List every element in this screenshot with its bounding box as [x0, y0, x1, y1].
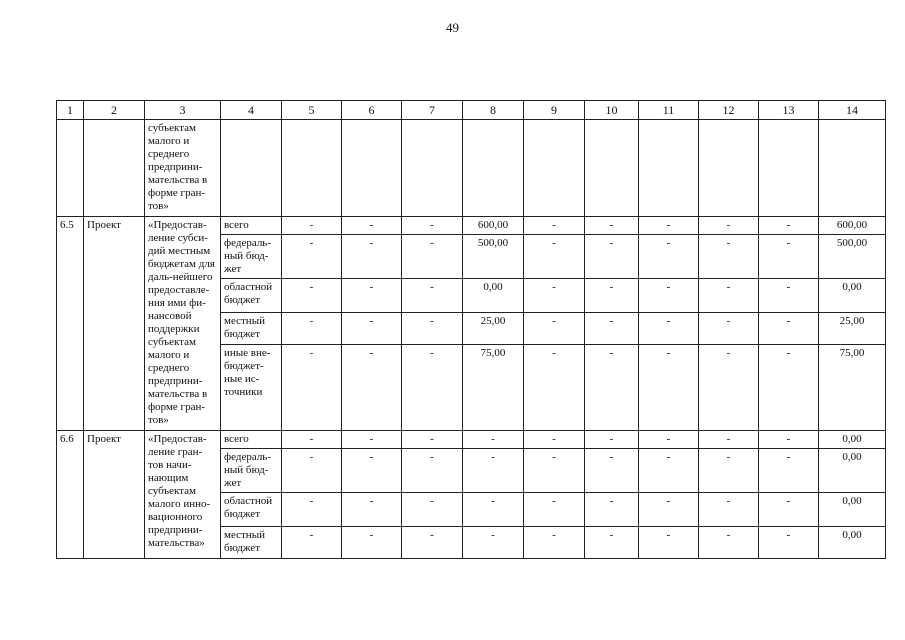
value-cell: - — [699, 449, 759, 493]
value-cell: - — [585, 279, 639, 313]
value-cell: - — [342, 431, 402, 449]
value-cell: - — [282, 527, 342, 559]
table-row — [57, 120, 886, 217]
value-cell: - — [282, 279, 342, 313]
total-cell: 0,00 — [819, 279, 886, 313]
value-cell: - — [585, 527, 639, 559]
value-cell: - — [524, 431, 585, 449]
value-cell: - — [585, 493, 639, 527]
empty-cell — [84, 120, 145, 217]
column-header: 12 — [699, 101, 759, 120]
column-header: 11 — [639, 101, 699, 120]
value-cell: - — [463, 431, 524, 449]
value-cell: - — [282, 431, 342, 449]
value-cell: - — [639, 493, 699, 527]
value-cell: - — [524, 235, 585, 279]
column-header: 10 — [585, 101, 639, 120]
total-cell: 600,00 — [819, 217, 886, 235]
column-header: 6 — [342, 101, 402, 120]
table-row — [57, 217, 886, 235]
value-cell: - — [699, 279, 759, 313]
value-cell: - — [699, 527, 759, 559]
value-cell: - — [639, 279, 699, 313]
total-cell: 75,00 — [819, 345, 886, 431]
empty-cell — [282, 120, 342, 217]
empty-cell — [342, 120, 402, 217]
description-cell: «Предостав-ление субси-дий местным бюджетам для даль-нейшего предоставле-ния ими фи-нансовой поддержки субъектам малого и среднего предприни-мательства в форме гран-тов» — [145, 217, 221, 431]
value-cell: - — [524, 345, 585, 431]
value-cell: - — [463, 527, 524, 559]
column-header: 3 — [145, 101, 221, 120]
value-cell: - — [342, 235, 402, 279]
value-cell: - — [585, 235, 639, 279]
value-cell: - — [524, 493, 585, 527]
value-cell: - — [282, 449, 342, 493]
empty-cell — [759, 120, 819, 217]
page-number: 49 — [446, 20, 459, 35]
value-cell: - — [699, 217, 759, 235]
value-cell: - — [282, 493, 342, 527]
value-cell: - — [342, 345, 402, 431]
value-cell: - — [699, 493, 759, 527]
item-number: 6.5 — [57, 217, 84, 431]
value-cell: - — [282, 235, 342, 279]
empty-cell — [699, 120, 759, 217]
value-cell: 25,00 — [463, 313, 524, 345]
empty-cell — [639, 120, 699, 217]
item-number: 6.6 — [57, 431, 84, 559]
value-cell: - — [342, 493, 402, 527]
total-cell: 0,00 — [819, 431, 886, 449]
value-cell: - — [402, 493, 463, 527]
empty-cell — [57, 120, 84, 217]
column-header: 13 — [759, 101, 819, 120]
item-type: Проект — [84, 431, 145, 559]
value-cell: - — [759, 527, 819, 559]
value-cell: - — [524, 449, 585, 493]
value-cell: - — [402, 431, 463, 449]
value-cell: - — [342, 449, 402, 493]
value-cell: - — [342, 217, 402, 235]
value-cell: - — [759, 493, 819, 527]
value-cell: - — [699, 431, 759, 449]
value-cell: - — [639, 449, 699, 493]
total-cell: 25,00 — [819, 313, 886, 345]
value-cell: - — [342, 279, 402, 313]
funding-source: местный бюджет — [221, 527, 282, 559]
value-cell: - — [759, 313, 819, 345]
funding-source: областной бюджет — [221, 279, 282, 313]
value-cell: - — [402, 345, 463, 431]
value-cell: - — [699, 235, 759, 279]
value-cell: - — [639, 431, 699, 449]
column-header: 2 — [84, 101, 145, 120]
value-cell: - — [524, 217, 585, 235]
empty-cell — [524, 120, 585, 217]
total-cell: 0,00 — [819, 527, 886, 559]
value-cell: - — [463, 449, 524, 493]
column-header: 4 — [221, 101, 282, 120]
funding-source: областной бюджет — [221, 493, 282, 527]
value-cell: - — [524, 527, 585, 559]
funding-source: федераль-ный бюд-жет — [221, 235, 282, 279]
value-cell: - — [282, 313, 342, 345]
value-cell: - — [585, 345, 639, 431]
value-cell: 600,00 — [463, 217, 524, 235]
funding-source: местный бюджет — [221, 313, 282, 345]
funding-source: федераль-ный бюд-жет — [221, 449, 282, 493]
value-cell: - — [639, 217, 699, 235]
value-cell: - — [402, 279, 463, 313]
value-cell: - — [759, 345, 819, 431]
item-type: Проект — [84, 217, 145, 431]
header-row — [57, 101, 886, 120]
value-cell: - — [639, 345, 699, 431]
table-row — [57, 431, 886, 449]
value-cell: - — [639, 313, 699, 345]
column-header: 5 — [282, 101, 342, 120]
empty-cell — [221, 120, 282, 217]
value-cell: - — [585, 431, 639, 449]
column-header: 8 — [463, 101, 524, 120]
value-cell: - — [524, 279, 585, 313]
value-cell: - — [282, 217, 342, 235]
funding-source: всего — [221, 217, 282, 235]
value-cell: - — [402, 217, 463, 235]
value-cell: - — [639, 235, 699, 279]
value-cell: 500,00 — [463, 235, 524, 279]
value-cell: - — [524, 313, 585, 345]
column-header: 14 — [819, 101, 886, 120]
value-cell: - — [759, 449, 819, 493]
value-cell: - — [342, 527, 402, 559]
value-cell: - — [639, 527, 699, 559]
value-cell: - — [759, 217, 819, 235]
value-cell: - — [699, 313, 759, 345]
empty-cell — [402, 120, 463, 217]
value-cell: - — [402, 235, 463, 279]
column-header: 1 — [57, 101, 84, 120]
value-cell: - — [759, 431, 819, 449]
value-cell: - — [463, 493, 524, 527]
total-cell: 0,00 — [819, 449, 886, 493]
value-cell: 0,00 — [463, 279, 524, 313]
total-cell: 0,00 — [819, 493, 886, 527]
budget-table — [56, 100, 886, 559]
value-cell: - — [585, 449, 639, 493]
description-cell: субъектам малого и среднего предприни-мательства в форме гран-тов» — [145, 120, 221, 217]
total-cell: 500,00 — [819, 235, 886, 279]
empty-cell — [585, 120, 639, 217]
value-cell: - — [402, 313, 463, 345]
empty-cell — [819, 120, 886, 217]
column-header: 9 — [524, 101, 585, 120]
funding-source: иные вне-бюджет-ные ис-точники — [221, 345, 282, 431]
empty-cell — [463, 120, 524, 217]
value-cell: - — [585, 217, 639, 235]
description-cell: «Предостав-ление гран-тов начи-нающим субъектам малого инно-вационного предприни-мательства» — [145, 431, 221, 559]
value-cell: - — [759, 279, 819, 313]
funding-source: всего — [221, 431, 282, 449]
value-cell: - — [699, 345, 759, 431]
value-cell: - — [342, 313, 402, 345]
value-cell: 75,00 — [463, 345, 524, 431]
value-cell: - — [282, 345, 342, 431]
column-header: 7 — [402, 101, 463, 120]
value-cell: - — [759, 235, 819, 279]
value-cell: - — [585, 313, 639, 345]
value-cell: - — [402, 449, 463, 493]
value-cell: - — [402, 527, 463, 559]
